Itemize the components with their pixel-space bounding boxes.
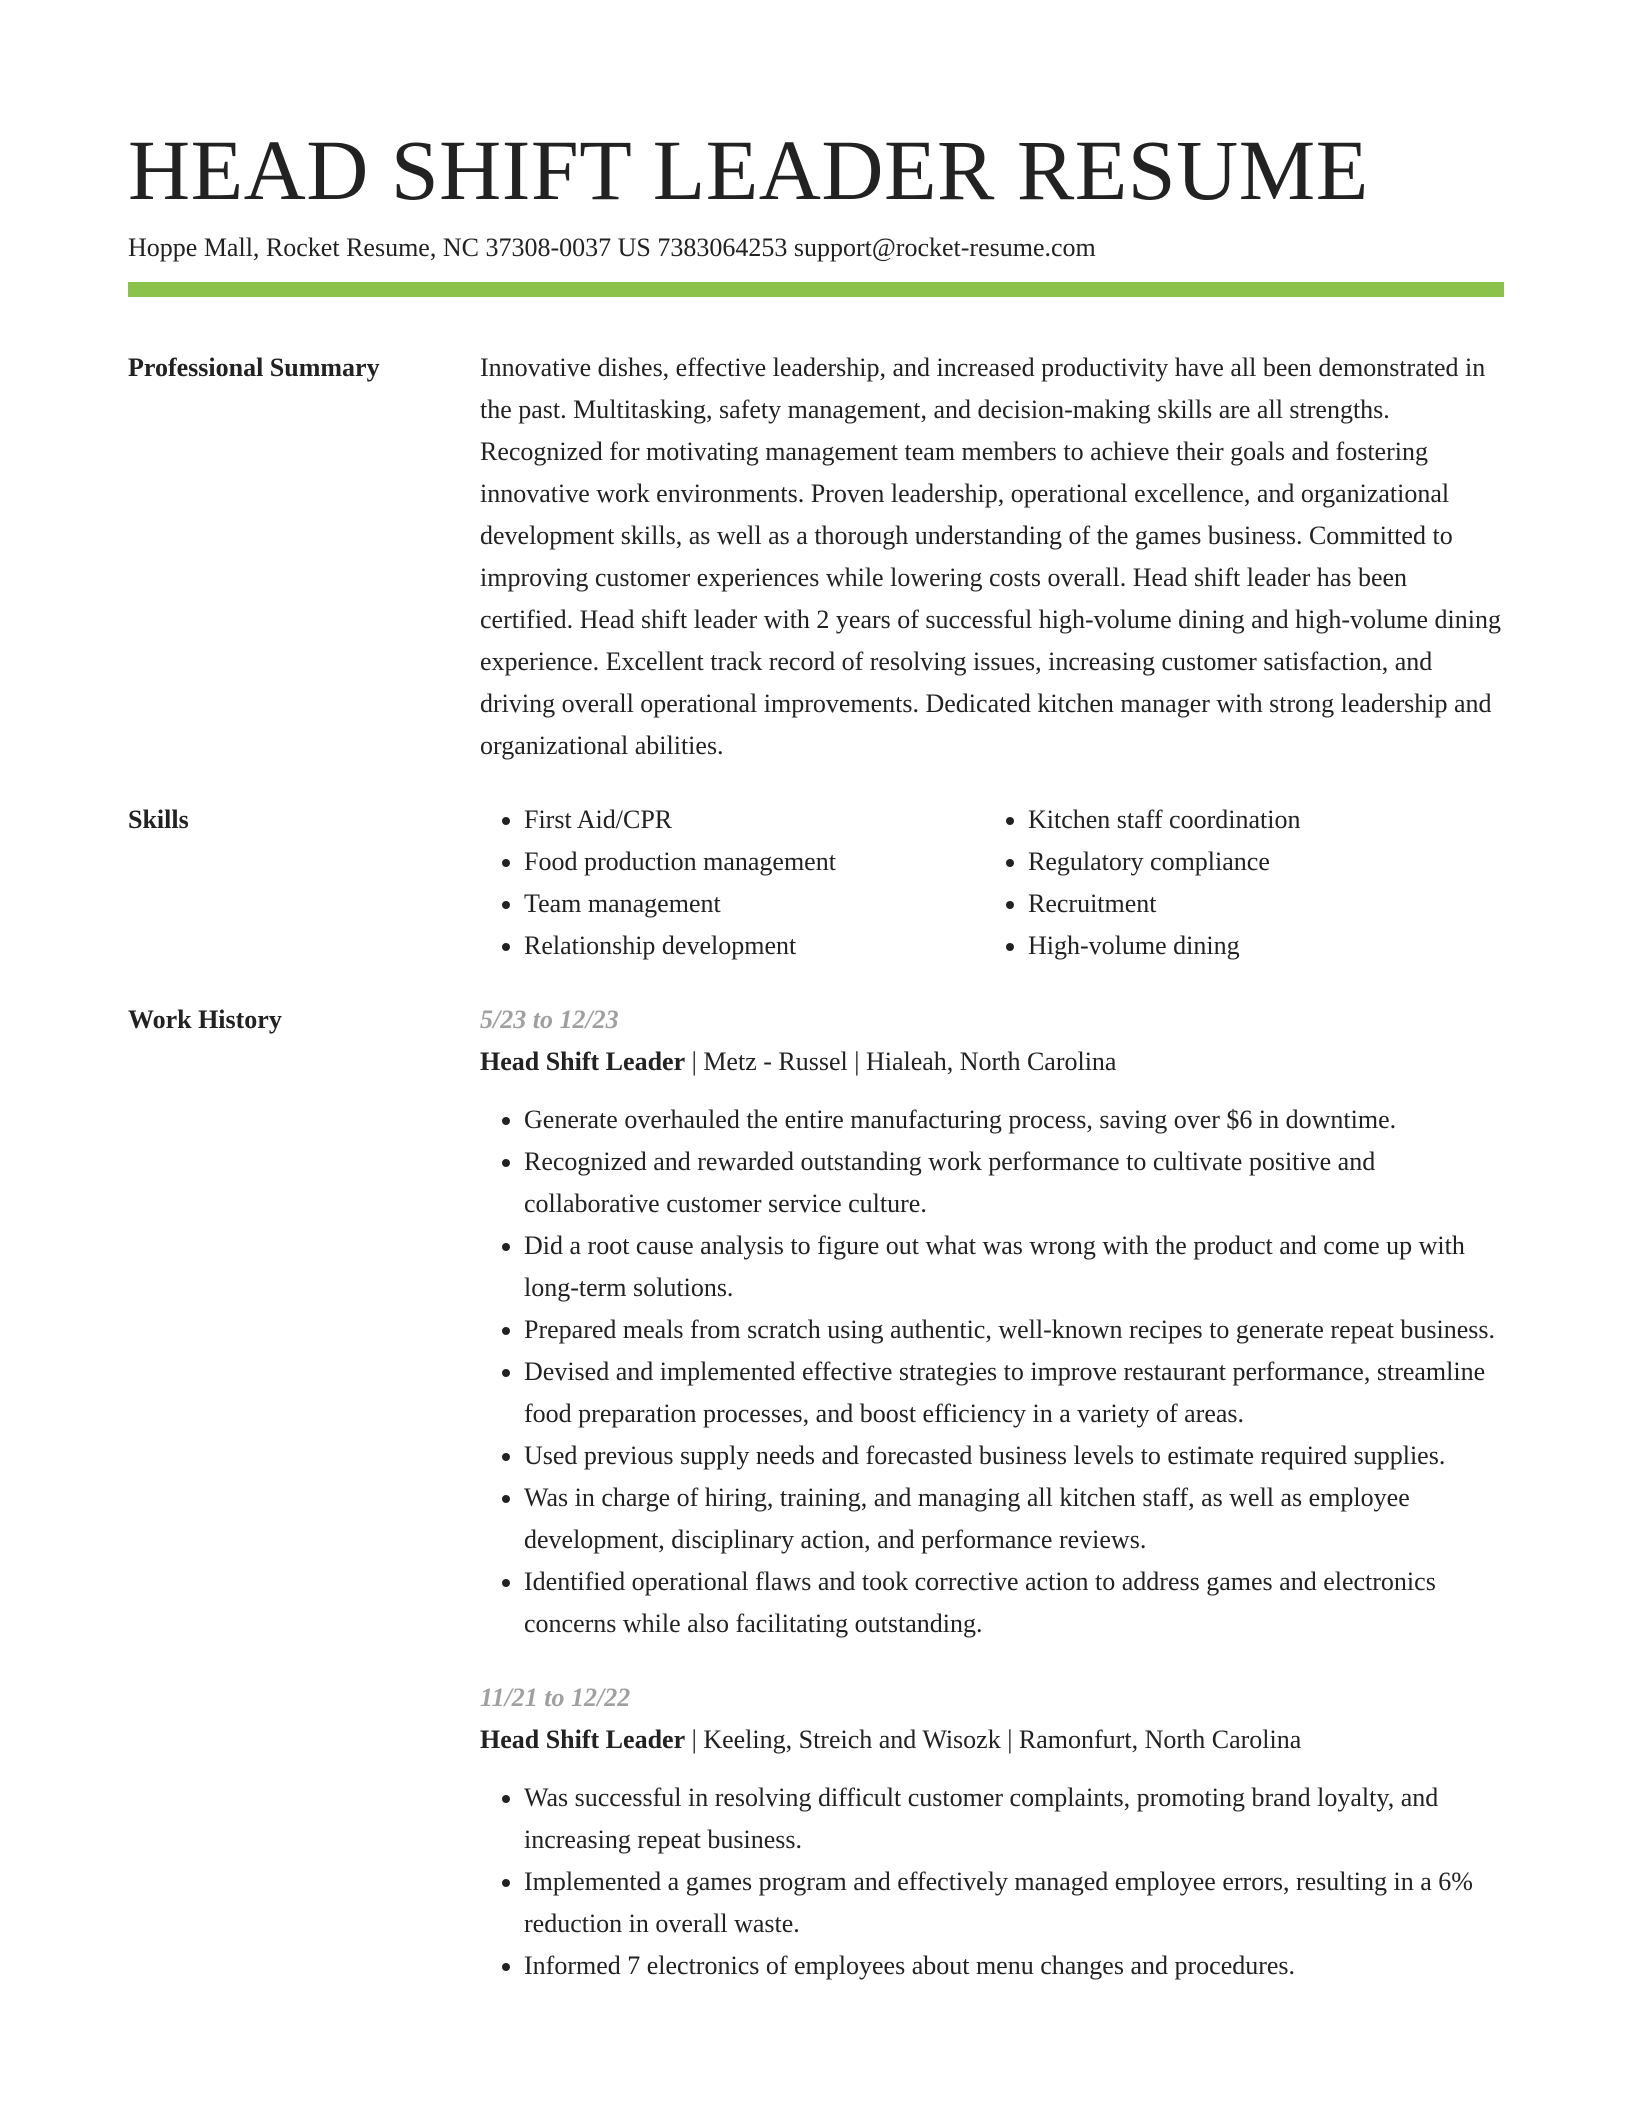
skills-list-right [984, 799, 1488, 967]
job-bullet: • Recognized and rewarded outstanding work performance to cultivate positive and collaborative customer service culture. [524, 1141, 1504, 1225]
job-bullet: • Implemented a games program and effectively managed employee errors, resulting in a 6% reduction in overall waste. [524, 1861, 1504, 1945]
work-history-section [128, 999, 1504, 1987]
job-entry [480, 999, 1504, 1645]
job-employer-location: | Metz - Russel | Hialeah, North Carolina [685, 1047, 1117, 1076]
job-bullet-list [480, 1777, 1504, 1987]
job-bullet: • Was successful in resolving difficult customer complaints, promoting brand loyalty, and increasing repeat business. [524, 1777, 1504, 1861]
job-title: Head Shift Leader [480, 1725, 686, 1754]
contact-address: Hoppe Mall, Rocket Resume, NC 37308-0037 US [128, 233, 651, 262]
skill-item: • Recruitment [1028, 883, 1488, 925]
job-bullet: • Devised and implemented effective strategies to improve restaurant performance, streamline food preparation processes, and boost efficiency in a variety of areas. [524, 1351, 1504, 1435]
skill-item: • Regulatory compliance [1028, 841, 1488, 883]
skills-list-left [480, 799, 984, 967]
job-dates: 11/21 to 12/22 [480, 1683, 631, 1712]
contact-email: support@rocket-resume.com [793, 233, 1096, 262]
section-heading-summary: Professional Summary [128, 353, 380, 382]
skill-item: • High-volume dining [1028, 925, 1488, 967]
job-entry [480, 1677, 1504, 1987]
job-bullet: • Generate overhauled the entire manufacturing process, saving over $6 in downtime. [524, 1099, 1504, 1141]
skills-section [128, 799, 1504, 967]
skill-item: • Team management [524, 883, 984, 925]
job-dates: 5/23 to 12/23 [480, 1005, 619, 1034]
job-bullet: • Was in charge of hiring, training, and managing all kitchen staff, as well as employee development, disciplinary action, and performance reviews. [524, 1477, 1504, 1561]
job-bullet-list [480, 1099, 1504, 1645]
skill-item: • Kitchen staff coordination [1028, 799, 1488, 841]
job-bullet: • Did a root cause analysis to figure out what was wrong with the product and come up with long-term solutions. [524, 1225, 1504, 1309]
section-heading-skills: Skills [128, 805, 189, 834]
section-heading-work-history: Work History [128, 1005, 282, 1034]
summary-paragraph: Innovative dishes, effective leadership, and increased productivity have all been demonstrated in the past. Multitasking, safety management, and decision-making skills are all strengths. Recognized for motivating management team members to achieve their goals and fostering innovative work environments. Proven leadership, operational excellence, and organizational development skills, as well as a thorough understanding of the games business. Committed to improving customer experiences while lowering costs overall. Head shift leader has been certified. Head shift leader with 2 years of successful high-volume dining and high-volume dining experience. Excellent track record of resolving issues, increasing customer satisfaction, and driving overall operational improvements. Dedicated kitchen manager with strong leadership and organizational abilities. [480, 353, 1501, 760]
job-title: Head Shift Leader [480, 1047, 686, 1076]
job-bullet: • Identified operational flaws and took corrective action to address games and electronics concerns while also facilitating outstanding. [524, 1561, 1504, 1645]
job-bullet: • Informed 7 electronics of employees about menu changes and procedures. [524, 1945, 1504, 1987]
skill-item: • First Aid/CPR [524, 799, 984, 841]
job-heading [480, 1719, 1504, 1761]
job-employer-location: | Keeling, Streich and Wisozk | Ramonfurt, North Carolina [685, 1725, 1302, 1754]
job-heading [480, 1041, 1504, 1083]
contact-phone: 7383064253 [657, 233, 788, 262]
job-bullet: • Used previous supply needs and forecasted business levels to estimate required supplies. [524, 1435, 1504, 1477]
job-bullet: • Prepared meals from scratch using authentic, well-known recipes to generate repeat business. [524, 1309, 1504, 1351]
skill-item: • Relationship development [524, 925, 984, 967]
professional-summary-section [128, 347, 1504, 767]
resume-page [128, 118, 1504, 1987]
resume-title: HEAD SHIFT LEADER RESUME [128, 122, 1369, 218]
header-divider [128, 282, 1504, 297]
contact-line [128, 230, 1504, 266]
skill-item: • Food production management [524, 841, 984, 883]
